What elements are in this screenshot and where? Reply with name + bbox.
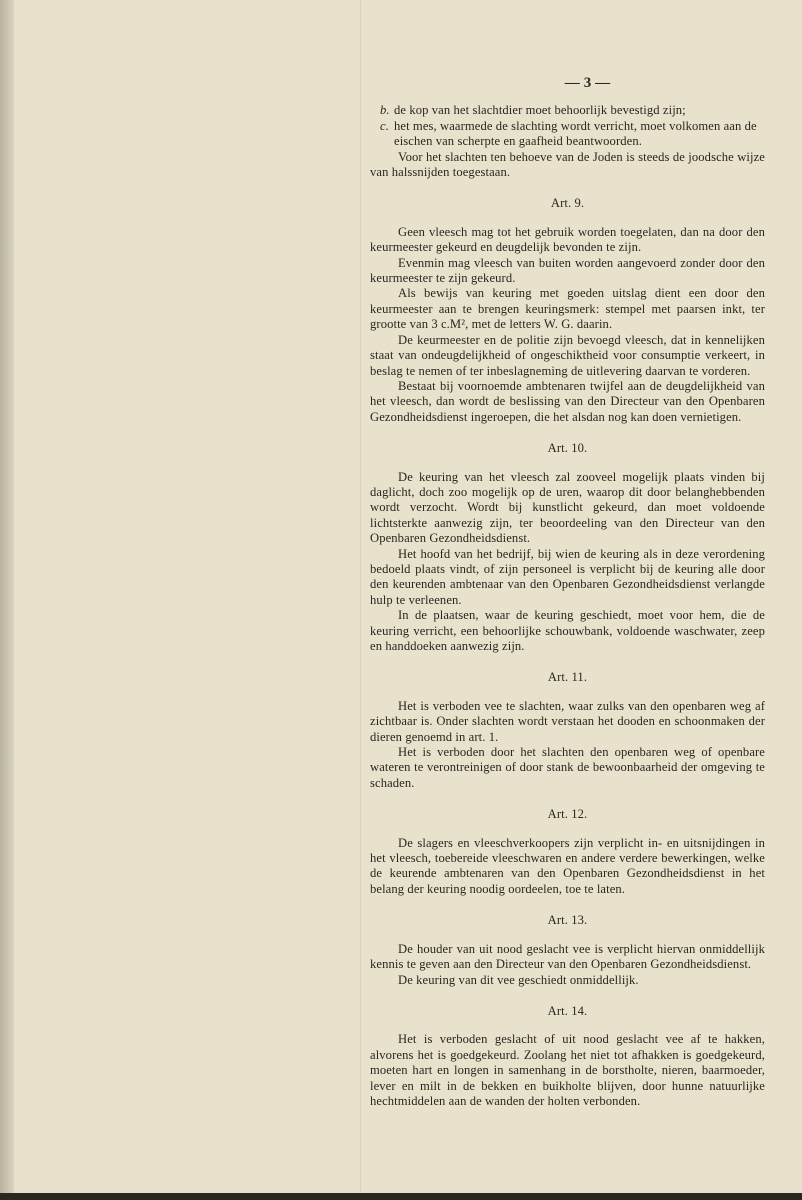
list-item-text: de kop van het slachtdier moet behoorlijk bevestigd zijn;: [394, 103, 686, 118]
list-item-c: [370, 119, 765, 150]
article-9-paragraph: Evenmin mag vleesch van buiten worden aangevoerd zonder door den keurmeester te zijn gekeurd.: [370, 255, 765, 286]
article-11-heading: Art. 11.: [547, 670, 588, 685]
article-10-heading: Art. 10.: [547, 441, 588, 456]
article-14-heading: Art. 14.: [547, 1003, 588, 1018]
article-10-paragraph: Het hoofd van het bedrijf, bij wien de keuring als in deze verordening bedoeld plaats vindt, of zijn personeel is verplicht bij de keuring alle door den keurenden ambtenaar van den Openbaren Gezondheidsdienst verlangde hulp te verleenen.: [370, 546, 765, 607]
article-10-paragraph: In de plaatsen, waar de keuring geschiedt, moet voor hem, die de keuring verricht, een behoorlijke schouwbank, voldoende waschwater, zeep en handdoeken aanwezig zijn.: [370, 608, 765, 653]
article-13-paragraph: De houder van uit nood geslacht vee is verplicht hiervan onmiddellijk kennis te geven aan den Directeur van den Openbaren Gezondheidsdienst.: [370, 941, 765, 972]
page-text-column: [370, 76, 765, 1109]
article-9-heading: Art. 9.: [550, 196, 585, 211]
article-14-paragraph: Het is verboden geslacht of uit nood geslacht vee af te hakken, alvorens het is goedgekeurd. Zoolang het niet tot afhakken is goedgekeurd, moeten hart en longen in samenhang in de borstholte, nieren, baarmoeder, lever en milt in de bekken en buikholte blijven, door hunne natuurlijke hechtmiddelen aan de wanden der holten verbonden.: [370, 1032, 765, 1108]
article-9-paragraph: Bestaat bij voornoemde ambtenaren twijfel aan de deugdelijkheid van het vleesch, dan wordt de beslissing van den Directeur van den Openbaren Gezondheidsdienst ingeroepen, die het alsdan nog kan doen vernietigen.: [370, 378, 765, 424]
article-13-heading: Art. 13.: [547, 913, 588, 928]
intro-paragraph: Voor het slachten ten behoeve van de Joden is steeds de joodsche wijze van halssnijden toegestaan.: [370, 149, 765, 180]
article-11-paragraph: Het is verboden vee te slachten, waar zulks van den openbaren weg af zichtbaar is. Onder slachten wordt verstaan het dooden en schoonmaken der dieren genoemd in art. 1.: [370, 698, 765, 744]
list-item-text: het mes, waarmede de slachting wordt verricht, moet volkomen aan de eischen van scherpte en gaafheid beantwoorden.: [394, 118, 757, 149]
list-item-letter: c.: [380, 118, 389, 133]
article-10-paragraph: De keuring van het vleesch zal zooveel mogelijk plaats vinden bij daglicht, doch zoo mogelijk op de uren, waarop dit door belanghebbenden wordt verzocht. Wordt bij kunstlicht gekeurd, dan moet voldoende lichtsterkte aanwezig zijn, ter beoordeeling van den Directeur van den Openbaren Gezondheidsdienst.: [370, 469, 765, 546]
binding-shadow: [0, 0, 14, 1200]
article-11-paragraph: Het is verboden door het slachten den openbaren weg of openbare wateren te verontreinigen of door stank de bewoonbaarheid der omgeving te schaden.: [370, 745, 765, 790]
list-item-letter: b.: [380, 103, 390, 118]
list-item-b: [370, 103, 765, 118]
article-9-paragraph: Als bewijs van keuring met goeden uitslag dient een door den keurmeester aan te brengen keuringsmerk: stempel met paarsen inkt, ter grootte van 3 c.M², met de letters W. G. daarin.: [370, 286, 765, 332]
page-fold: [360, 0, 361, 1193]
article-9-paragraph: De keurmeester en de politie zijn bevoegd vleesch, dat in kennelijken staat van ondeugdelijkheid of ongeschiktheid voor consumptie verkeert, in beslag te nemen of ter inbeslagneming de uitlevering daarvan te vorderen.: [370, 332, 765, 378]
page-number: — 3 —: [564, 75, 611, 91]
article-12-paragraph: De slagers en vleeschverkoopers zijn verplicht in- en uitsnijdingen in het vleesch, toebereide vleeschwaren en andere verdere bewerkingen, welke de keurende ambtenaren van den Openbaren Gezondheidsdienst in het belang der keuring noodig oordeelen, toe te laten.: [370, 835, 765, 896]
article-9-paragraph: Geen vleesch mag tot het gebruik worden toegelaten, dan na door den keurmeester gekeurd en deugdelijk bevonden te zijn.: [370, 224, 765, 255]
article-12-heading: Art. 12.: [547, 807, 588, 822]
article-13-paragraph: De keuring van dit vee geschiedt onmiddellijk.: [398, 972, 639, 987]
page-bottom-edge: [0, 1193, 802, 1200]
